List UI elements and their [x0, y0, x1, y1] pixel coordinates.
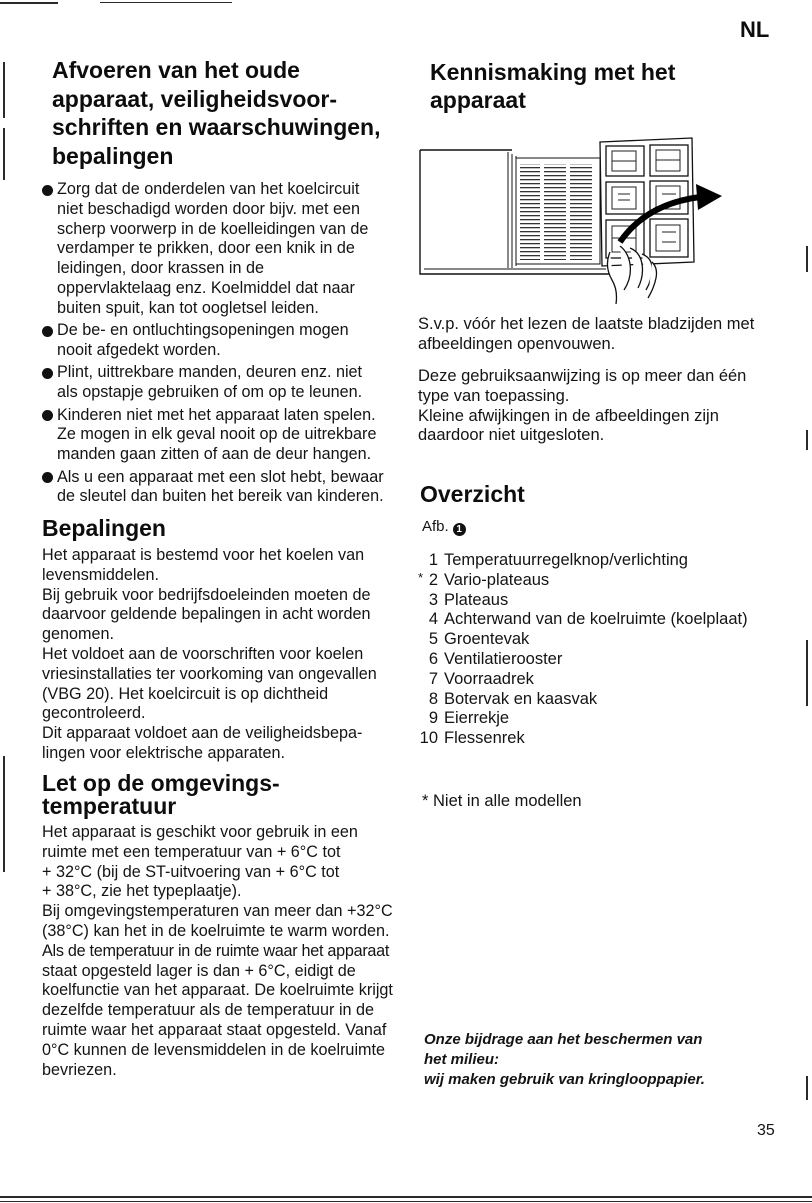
text-line: (38°C) kan het in de koelruimte te warm worden. [42, 921, 390, 940]
list-item [418, 551, 778, 571]
text-line: daardoor niet uitgesloten. [418, 426, 605, 445]
list-item [418, 610, 778, 630]
text-line: oppervlaktelaag enz. Koelmiddel dat naar [57, 278, 355, 297]
intro-heading [430, 59, 675, 114]
heading-line: temperatuur [42, 793, 177, 819]
text-line: lingen voor elektrische apparaten. [42, 743, 285, 762]
ambient-temperature-heading [42, 772, 280, 818]
item-label: Achterwand van de koelruimte (koelplaat) [444, 610, 748, 629]
text-line: wij maken gebruik van kringlooppapier. [424, 1071, 705, 1088]
text-line: Het apparaat is bestemd voor het koelen van [42, 546, 365, 564]
item-number: 3 [428, 590, 438, 609]
scan-rule [0, 2, 58, 4]
bullet-item [42, 180, 384, 319]
text-line: leidingen, door krassen in de [57, 259, 264, 278]
text-line: Als u een apparaat met een slot hebt, bewaar [57, 467, 384, 486]
text-line: genomen. [42, 625, 114, 644]
text-line: S.v.p. vóór het lezen de laatste bladzijden met [418, 315, 755, 333]
bullet-dot-icon [42, 185, 53, 196]
figure-reference [422, 517, 466, 537]
item-number: 7 [428, 669, 438, 688]
text-line: Het voldoet aan de voorschriften voor koelen [42, 644, 364, 663]
list-item [418, 571, 778, 591]
text-line: + 32°C (bij de ST-uitvoering van + 6°C tot [42, 862, 340, 881]
text-line: de sleutel dan buiten het bereik van kinderen. [57, 487, 384, 506]
scan-rule [0, 1201, 812, 1202]
item-label: Botervak en kaasvak [444, 689, 598, 708]
text-line: als opstapje gebruiken of om op te leunen. [57, 383, 363, 402]
bullet-dot-icon [42, 410, 53, 421]
bullet-dot-icon [42, 326, 53, 337]
text-line: Kleine afwijkingen in de afbeeldingen zijn [418, 406, 719, 425]
item-label: Groentevak [444, 630, 530, 649]
scan-edge-mark [3, 62, 5, 118]
text-line: ruimte met een temperatuur van + 6°C tot [42, 842, 341, 861]
item-label: Temperatuurregelknop/verlichting [444, 551, 688, 569]
item-number: 9 [428, 709, 438, 728]
text-line: ruimte waar het apparaat staat opgesteld. Vanaf [42, 1020, 387, 1039]
bullet-item [42, 363, 384, 403]
bullet-item [42, 406, 384, 465]
text-line: niet beschadigd worden door bijv. met een [57, 199, 360, 218]
text-line: koelfunctie van het apparaat. De koelruimte krijgt [42, 981, 393, 1000]
list-item [418, 650, 778, 670]
heading-line: Afvoeren van het oude [52, 57, 300, 83]
scan-edge-mark [806, 246, 808, 272]
environment-note [424, 1030, 705, 1090]
text-line: Als de temperatuur in de ruimte waar het apparaat [42, 941, 390, 960]
fold-out-pages-illustration [414, 134, 724, 306]
overview-heading: Overzicht [420, 481, 525, 507]
list-item [418, 709, 778, 729]
heading-line: Kennismaking met het [430, 59, 676, 85]
figure-number-badge: 1 [453, 523, 466, 536]
item-number: 4 [428, 610, 438, 629]
optional-marker: * [418, 569, 424, 585]
scan-edge-mark [806, 640, 808, 706]
scan-rule [100, 2, 232, 3]
text-line: buiten spuit, kan tot oogletsel leiden. [57, 298, 319, 317]
text-line: Bij omgevingstemperaturen van meer dan +32°C [42, 902, 393, 921]
text-line: vriesinstallaties ter voorkoming van ongevallen [42, 664, 377, 683]
heading-line: bepalingen [52, 142, 174, 169]
item-label: Flessenrek [444, 729, 525, 748]
text-line: het milieu: [424, 1051, 500, 1068]
disposal-heading [52, 56, 380, 170]
heading-line: apparaat, veiligheidsvoor- [52, 85, 338, 112]
text-line: Plint, uittrekbare manden, deuren enz. niet [57, 363, 363, 382]
item-label: Ventilatierooster [444, 649, 563, 668]
text-line: + 38°C, zie het typeplaatje). [42, 882, 242, 901]
list-item [418, 729, 778, 749]
item-number: 10 [419, 729, 438, 748]
footnote: * Niet in alle modellen [422, 792, 582, 810]
bullet-item [42, 468, 384, 508]
text-line: manden gaan zitten of aan de deur hangen. [57, 445, 372, 464]
text-line: daarvoor geldende bepalingen in acht worden [42, 605, 371, 624]
text-line: nooit afgedekt worden. [57, 340, 221, 359]
scan-edge-mark [3, 128, 5, 180]
bullet-dot-icon [42, 472, 53, 483]
text-line: levensmiddelen. [42, 565, 159, 584]
text-line: dezelfde temperatuur als de temperatuur in de [42, 1001, 375, 1020]
text-line: Bij gebruik voor bedrijfsdoeleinden moeten de [42, 585, 371, 604]
scan-rule [0, 1196, 812, 1198]
text-line: Ze mogen in elk geval nooit op de uitrekbare [57, 425, 377, 444]
text-line: afbeeldingen openvouwen. [418, 334, 616, 353]
item-number: 5 [428, 630, 438, 649]
list-item [418, 670, 778, 690]
item-number: 6 [428, 649, 438, 668]
figure-label: Afb. [422, 518, 449, 535]
applicability-note [418, 367, 746, 446]
heading-line: Let op de omgevings- [42, 770, 280, 796]
text-line: Onze bijdrage aan het beschermen van [424, 1031, 703, 1048]
item-label: Eierrekje [444, 709, 510, 728]
text-line: staat opgesteld lager is dan + 6°C, eidigt de [42, 961, 356, 980]
ambient-temperature-paragraph [42, 823, 393, 1080]
item-number: 8 [428, 689, 438, 708]
list-item [418, 690, 778, 710]
text-line: 0°C kunnen de levensmiddelen in de koelruimte [42, 1040, 386, 1059]
text-line: Zorg dat de onderdelen van het koelcircuit [57, 180, 360, 198]
text-line: (VBG 20). Het koelcircuit is op dichtheid [42, 684, 329, 703]
fold-out-instruction [418, 315, 754, 355]
text-line: Kinderen niet met het apparaat laten spelen. [57, 405, 376, 424]
item-number: 1 [428, 551, 438, 569]
item-label: Plateaus [444, 590, 509, 609]
page-text-block [520, 164, 596, 260]
item-label: Voorraadrek [444, 669, 534, 688]
text-line: Dit apparaat voldoet aan de veiligheidsbepa- [42, 724, 363, 743]
scan-edge-mark [806, 1076, 808, 1100]
list-item [418, 630, 778, 650]
bullet-dot-icon [42, 368, 53, 379]
text-line: type van toepassing. [418, 386, 570, 405]
text-line: scherp voorwerp in de koelleidingen van de [57, 219, 369, 238]
text-line: Deze gebruiksaanwijzing is op meer dan één [418, 367, 747, 385]
page-number: 35 [757, 1122, 775, 1139]
bullet-item [42, 321, 384, 361]
item-label: Vario-plateaus [444, 570, 550, 589]
text-line: De be- en ontluchtingsopeningen mogen [57, 321, 349, 340]
heading-line: apparaat [430, 86, 526, 113]
text-line: Het apparaat is geschikt voor gebruik in een [42, 823, 358, 841]
regulations-paragraph [42, 546, 377, 764]
text-line: verdamper te prikken, door een knik in de [57, 239, 355, 258]
text-line: bevriezen. [42, 1060, 117, 1079]
overview-parts-list [418, 551, 778, 749]
language-tag: NL [740, 17, 770, 42]
regulations-heading: Bepalingen [42, 515, 166, 541]
text-line: gecontroleerd. [42, 704, 146, 723]
scan-edge-mark [3, 756, 5, 872]
item-number: 2 [428, 570, 438, 589]
safety-bullet-list [42, 180, 384, 507]
heading-line: schriften en waarschuwingen, [52, 114, 381, 141]
scan-edge-mark [806, 430, 808, 450]
list-item [418, 591, 778, 611]
